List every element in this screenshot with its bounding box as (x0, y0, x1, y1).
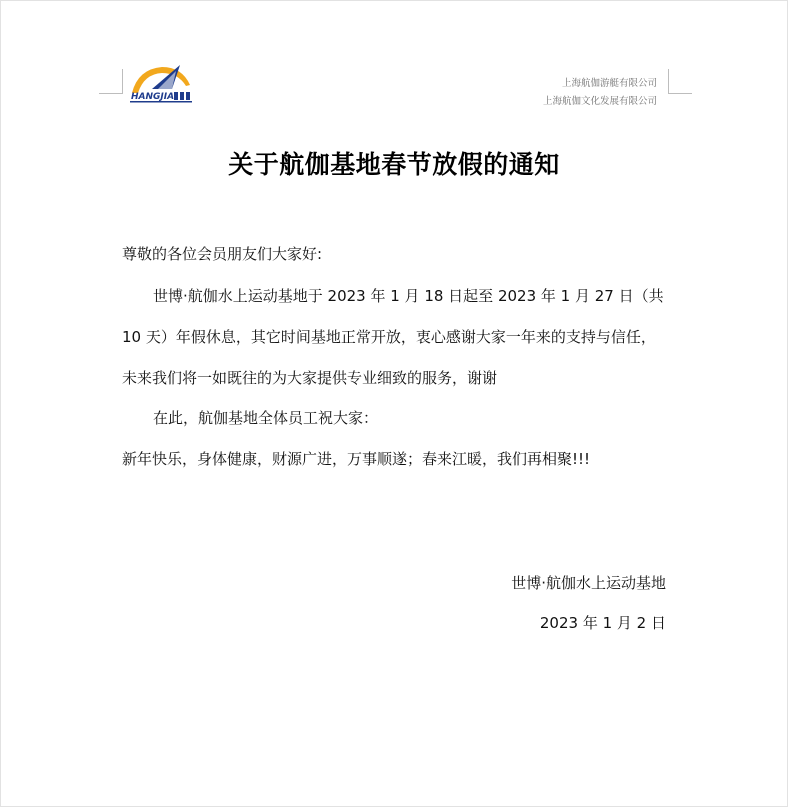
paragraph-1-line-3: 未来我们将一如既往的为大家提供专业细致的服务，谢谢 (122, 369, 498, 387)
logo-stripe (174, 92, 178, 100)
logo-sail-highlight (158, 71, 176, 89)
notice-title: 关于航伽基地春节放假的通知 (228, 150, 560, 179)
logo-stripe (186, 92, 190, 100)
crop-mark-top-left-h (99, 93, 123, 94)
crop-mark-top-left-v (122, 69, 123, 93)
paragraph-2: 在此，航伽基地全体员工祝大家： (153, 409, 379, 427)
signature: 世博·航伽水上运动基地 (511, 574, 666, 592)
company-name-yacht: 上海航伽游艇有限公司 (561, 78, 657, 89)
crop-mark-top-right-v (668, 69, 669, 93)
logo-stripe (180, 92, 184, 100)
crop-mark-top-right-h (668, 93, 692, 94)
notice-date: 2023 年 1 月 2 日 (539, 614, 666, 632)
hangjia-logo-icon (128, 59, 194, 107)
wishes-line: 新年快乐，身体健康，财源广进，万事顺遂；春来江暖，我们再相聚!!! (122, 450, 591, 468)
logo-arc (132, 67, 190, 93)
greeting-line: 尊敬的各位会员朋友们大家好: (122, 245, 323, 263)
paragraph-1-line-1: 世博·航伽水上运动基地于 2023 年 1 月 18 日起至 2023 年 1 月 27 日（共 (153, 287, 664, 305)
logo-text: HANGJIA (131, 92, 175, 102)
paragraph-1-line-2: 10 天）年假休息，其它时间基地正常开放，衷心感谢大家一年来的支持与信任， (122, 328, 656, 346)
company-logo (128, 59, 194, 107)
company-name-culture: 上海航伽文化发展有限公司 (542, 96, 657, 107)
